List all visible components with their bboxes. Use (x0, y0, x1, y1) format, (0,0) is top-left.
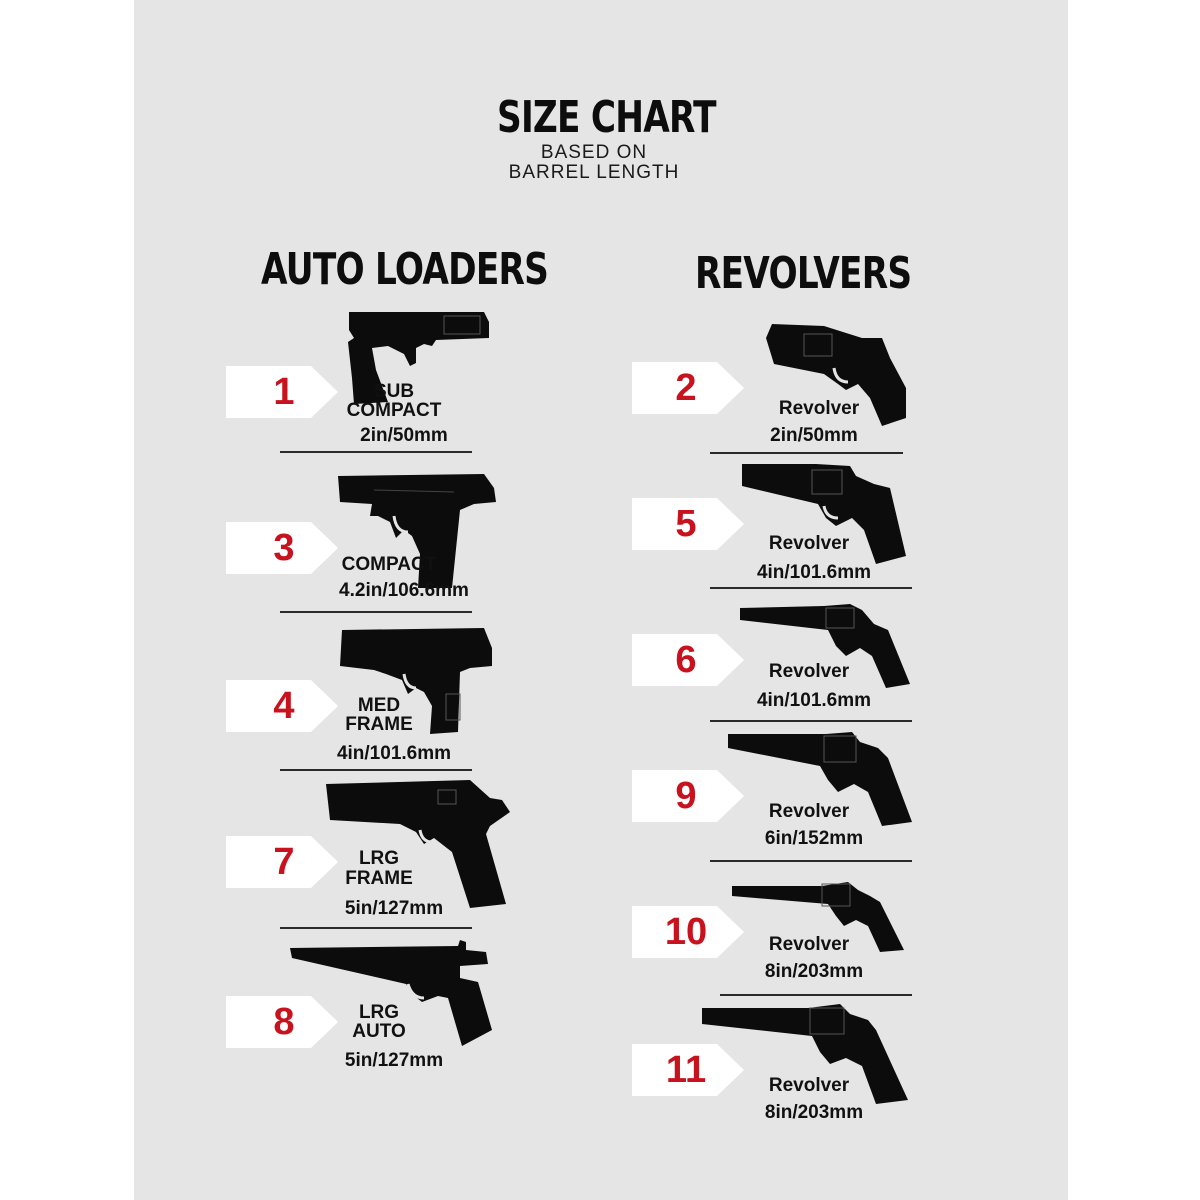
revolvers-heading: REVOLVERS (695, 248, 912, 299)
item-number: 1 (273, 371, 295, 413)
item-label: Revolver (768, 1075, 850, 1096)
item-measure: 5in/127mm (344, 898, 444, 919)
divider (710, 587, 912, 589)
item-measure: 2in/50mm (360, 425, 448, 446)
subtitle-line-1: BASED ON (540, 142, 648, 163)
divider (280, 769, 472, 771)
size-chart-poster (134, 0, 1068, 1200)
divider (280, 451, 472, 453)
item-number: 7 (273, 841, 295, 883)
auto-loaders-heading: AUTO LOADERS (261, 244, 549, 295)
item-measure: 4in/101.6mm (336, 743, 452, 764)
item-label-1: MED (357, 695, 401, 716)
divider (280, 927, 472, 929)
item-number: 6 (675, 639, 697, 681)
item-number: 5 (675, 503, 697, 545)
item-measure: 4.2in/106.6mm (339, 580, 469, 601)
item-label-1: COMPACT (341, 554, 437, 575)
item-label: Revolver (768, 801, 850, 822)
divider (710, 720, 912, 722)
divider (720, 994, 912, 996)
item-measure: 8in/203mm (764, 1102, 864, 1123)
item-label-1: SUB (373, 381, 415, 402)
large-frame-pistol-icon (320, 772, 515, 912)
item-measure: 6in/152mm (764, 828, 864, 849)
item-label: Revolver (778, 398, 860, 419)
item-number: 9 (675, 775, 697, 817)
item-number: 10 (664, 911, 708, 953)
item-label-2: FRAME (345, 868, 413, 889)
item-label-2: AUTO (352, 1021, 406, 1042)
item-label: Revolver (768, 533, 850, 554)
item-label: Revolver (768, 661, 850, 682)
subtitle-line-2: BARREL LENGTH (508, 162, 680, 183)
item-number: 3 (273, 527, 295, 569)
divider (710, 860, 912, 862)
divider (710, 452, 903, 454)
item-measure: 5in/127mm (344, 1050, 444, 1071)
item-label: Revolver (768, 934, 850, 955)
item-number: 8 (273, 1001, 295, 1043)
item-label-1: LRG (358, 848, 400, 869)
item-measure: 4in/101.6mm (756, 690, 872, 711)
divider (280, 611, 472, 613)
item-label-2: COMPACT (346, 400, 442, 421)
item-number: 2 (675, 367, 697, 409)
item-measure: 4in/101.6mm (756, 562, 872, 583)
item-label-2: FRAME (345, 714, 413, 735)
page-title: SIZE CHART (497, 92, 716, 143)
item-measure: 8in/203mm (764, 961, 864, 982)
item-number: 4 (273, 685, 295, 727)
item-number: 11 (665, 1049, 707, 1091)
item-label-1: LRG (358, 1002, 400, 1023)
item-measure: 2in/50mm (770, 425, 858, 446)
